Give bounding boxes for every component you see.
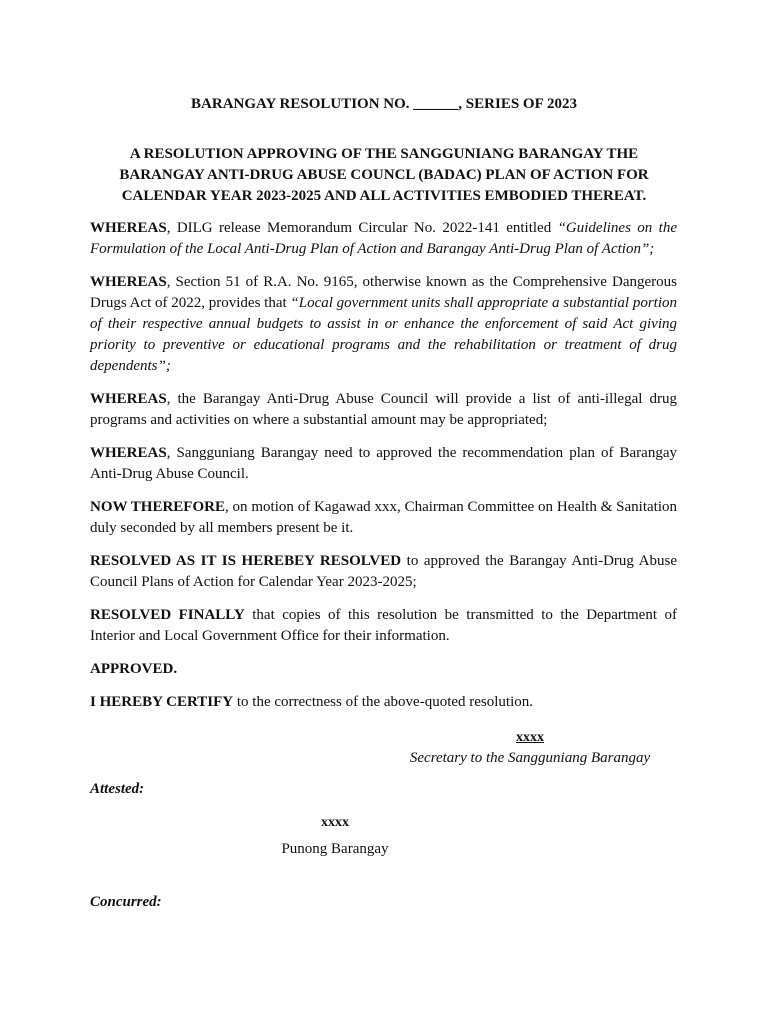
- resolution-body: [90, 218, 677, 725]
- paragraph-lead: NOW THEREFORE: [90, 499, 225, 515]
- paragraph-lead: RESOLVED FINALLY: [90, 607, 245, 623]
- secretary-signature-block: [400, 727, 660, 769]
- whereas-paragraph-1: [90, 218, 677, 260]
- paragraph-lead: WHEREAS: [90, 274, 167, 290]
- now-therefore-paragraph: [90, 497, 677, 539]
- whereas-paragraph-4: [90, 443, 677, 485]
- paragraph-lead: RESOLVED AS IT IS HEREBEY RESOLVED: [90, 553, 402, 569]
- approved-label: APPROVED.: [90, 661, 178, 677]
- paragraph-quote: “Local government units shall appropriate a substantial portion of their respective annual budgets to assist in or enhance the enforcement of said Act giving priority to preventive or educational programs and the rehabilitation or treatment of drug dependents”;: [90, 295, 677, 374]
- paragraph-lead: WHEREAS: [90, 391, 167, 407]
- resolution-title-line-2: BARANGAY ANTI-DRUG ABUSE COUNCL (BADAC) PLAN OF ACTION FOR: [119, 167, 649, 183]
- resolution-title-line-3: CALENDAR YEAR 2023-2025 AND ALL ACTIVITIES EMBODIED THEREAT.: [121, 188, 647, 204]
- paragraph-text: , the Barangay Anti-Drug Abuse Council will provide a list of anti-illegal drug programs and activities on where a substantial amount may be appropriated;: [90, 391, 677, 428]
- resolution-title-line-1: A RESOLUTION APPROVING OF THE SANGGUNIANG BARANGAY THE: [129, 146, 639, 162]
- punong-barangay-name: xxxx: [321, 815, 349, 830]
- paragraph-text: , DILG release Memorandum Circular No. 2022-141 entitled: [166, 220, 558, 236]
- certify-paragraph: [90, 692, 677, 713]
- paragraph-text: , Sangguniang Barangay need to approved the recommendation plan of Barangay Anti-Drug Abuse Council.: [90, 445, 677, 482]
- paragraph-lead: WHEREAS: [90, 220, 167, 236]
- paragraph-lead: I HEREBY CERTIFY: [90, 694, 234, 710]
- resolved-finally-paragraph: [90, 605, 677, 647]
- resolution-number-line: BARANGAY RESOLUTION NO. ______, SERIES OF 2023: [191, 96, 577, 112]
- whereas-paragraph-2: [90, 272, 677, 377]
- paragraph-text: to approved the Barangay Anti-Drug Abuse Council Plans of Action for Calendar Year 2023-2025;: [90, 553, 677, 590]
- punong-barangay-title: Punong Barangay: [281, 841, 389, 857]
- paragraph-text: , Section 51 of R.A. No. 9165, otherwise known as the Comprehensive Dangerous Drugs Act of 2022, provides that: [90, 274, 677, 311]
- paragraph-quote: “Guidelines on the Formulation of the Local Anti-Drug Plan of Action and Barangay Anti-Drug Plan of Action”;: [90, 220, 677, 257]
- secretary-title: Secretary to the Sangguniang Barangay: [409, 750, 651, 766]
- paragraph-text: that copies of this resolution be transmitted to the Department of Interior and Local Government Office for their information.: [90, 607, 677, 644]
- whereas-paragraph-3: [90, 389, 677, 431]
- attested-label: Attested:: [90, 781, 145, 797]
- secretary-name: xxxx: [516, 730, 544, 745]
- punong-barangay-signature-block: [260, 812, 410, 860]
- paragraph-text: , on motion of Kagawad xxx, Chairman Committee on Health & Sanitation duly seconded by all members present be it.: [90, 499, 677, 536]
- resolved-paragraph: [90, 551, 677, 593]
- concurred-label: Concurred:: [90, 894, 162, 910]
- resolution-title: [90, 144, 678, 207]
- paragraph-text: to the correctness of the above-quoted resolution.: [233, 694, 534, 710]
- paragraph-lead: WHEREAS: [90, 445, 167, 461]
